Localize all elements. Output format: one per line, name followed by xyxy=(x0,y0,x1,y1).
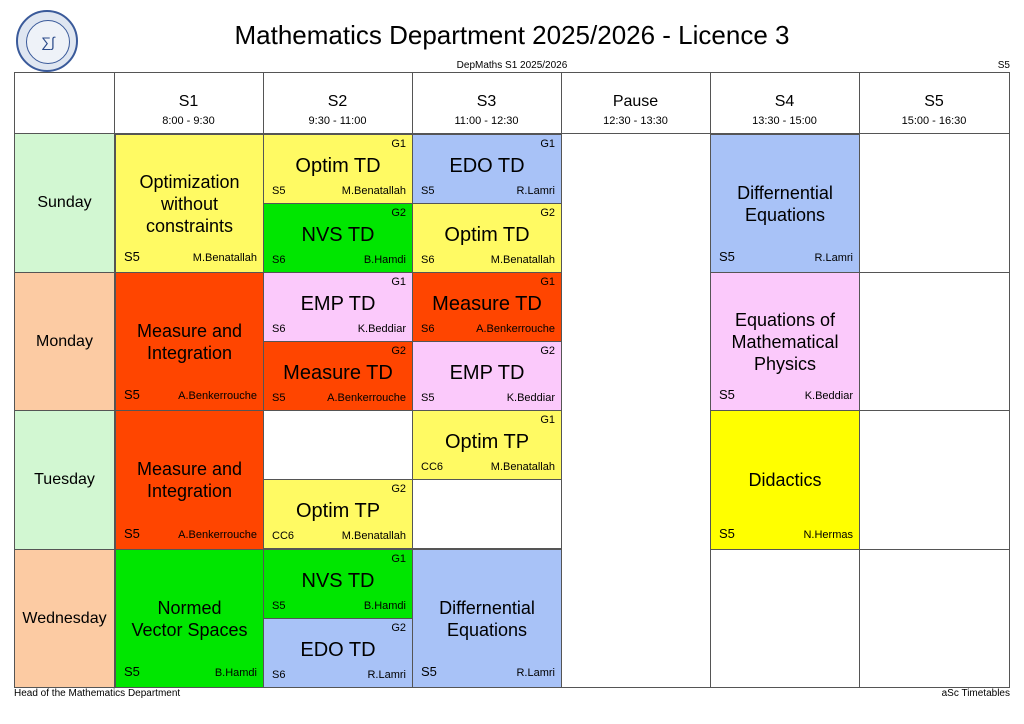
day-label-sunday: Sunday xyxy=(15,134,115,272)
room-label: S6 xyxy=(421,254,435,266)
teacher-label: M.Benatallah xyxy=(192,252,257,264)
footer-signature-label: Head of the Mathematics Department xyxy=(14,688,181,699)
group-label: G1 xyxy=(540,414,555,426)
session-card[interactable] xyxy=(412,272,562,342)
session-card[interactable] xyxy=(412,134,562,204)
teacher-label: B.Hamdi xyxy=(363,600,406,612)
subject-label: Didactics xyxy=(748,470,822,490)
teacher-label: M.Benatallah xyxy=(341,530,406,542)
teacher-label: M.Benatallah xyxy=(490,461,555,473)
teacher-label: M.Benatallah xyxy=(490,254,555,266)
session-card[interactable] xyxy=(263,272,413,342)
group-label: G1 xyxy=(540,138,555,150)
session-card[interactable] xyxy=(412,410,562,480)
teacher-label: A.Benkerrouche xyxy=(327,392,406,404)
room-label: S5 xyxy=(124,664,140,679)
room-label: S5 xyxy=(272,392,286,404)
group-label: G1 xyxy=(391,276,406,288)
room-label: S5 xyxy=(421,392,435,404)
group-label: G1 xyxy=(540,276,555,288)
session-card[interactable] xyxy=(115,272,264,411)
room-label: S5 xyxy=(719,526,735,541)
group-label: G2 xyxy=(391,483,406,495)
session-card[interactable] xyxy=(412,203,562,273)
room-label: S6 xyxy=(272,669,286,681)
room-label: S6 xyxy=(421,323,435,335)
room-label: S5 xyxy=(124,249,140,264)
session-card[interactable] xyxy=(115,410,264,550)
subject-label: EDO TD xyxy=(300,639,376,661)
session-card[interactable] xyxy=(263,341,413,411)
subject-label: Differnential Equations xyxy=(439,598,535,640)
column-header-s3: S3 11:00 - 12:30 xyxy=(454,93,519,127)
teacher-label: B.Hamdi xyxy=(214,667,257,679)
room-label: S6 xyxy=(272,254,286,266)
session-card[interactable] xyxy=(115,134,264,273)
subject-label: Optim TP xyxy=(444,431,530,453)
subject-label: Optim TP xyxy=(295,500,381,522)
session-card[interactable] xyxy=(263,479,413,549)
room-label: CC6 xyxy=(421,461,444,473)
footer-credit: aSc Timetables xyxy=(941,688,1010,699)
room-label: S6 xyxy=(272,323,286,335)
subject-label: Optimization without constraints xyxy=(139,172,240,236)
subject-label: NVS TD xyxy=(301,224,375,246)
page-title: Mathematics Department 2025/2026 - Licence 3 xyxy=(234,20,790,50)
room-label: S5 xyxy=(272,600,286,612)
group-label: G2 xyxy=(391,345,406,357)
timetable-subtitle: DepMaths S1 2025/2026 xyxy=(456,60,568,71)
session-card[interactable] xyxy=(710,134,860,273)
session-card[interactable] xyxy=(263,134,413,204)
group-label: G2 xyxy=(540,207,555,219)
subject-label: EMP TD xyxy=(449,362,525,384)
teacher-label: A.Benkerrouche xyxy=(476,323,555,335)
room-label: S5 xyxy=(719,249,735,264)
subject-label: NVS TD xyxy=(301,570,375,592)
room-label: S5 xyxy=(124,387,140,402)
teacher-label: B.Hamdi xyxy=(363,254,406,266)
subject-label: EDO TD xyxy=(449,155,525,177)
teacher-label: A.Benkerrouche xyxy=(178,390,257,402)
teacher-label: M.Benatallah xyxy=(341,185,406,197)
column-header-s1: S1 8:00 - 9:30 xyxy=(162,93,215,127)
group-label: G2 xyxy=(540,345,555,357)
group-label: G2 xyxy=(391,207,406,219)
class-code: S5 xyxy=(997,60,1010,71)
subject-label: Measure and Integration xyxy=(136,459,243,501)
day-label-tuesday: Tuesday xyxy=(15,411,115,549)
session-card[interactable] xyxy=(710,410,860,550)
session-card[interactable] xyxy=(412,341,562,411)
room-label: S5 xyxy=(124,526,140,541)
teacher-label: K.Beddiar xyxy=(357,323,406,335)
teacher-label: A.Benkerrouche xyxy=(178,529,257,541)
subject-label: EMP TD xyxy=(300,293,376,315)
subject-label: Measure and Integration xyxy=(136,321,243,363)
subject-label: Normed Vector Spaces xyxy=(131,598,248,640)
teacher-label: K.Beddiar xyxy=(804,390,853,402)
teacher-label: R.Lamri xyxy=(516,185,555,197)
teacher-label: K.Beddiar xyxy=(506,392,555,404)
group-label: G1 xyxy=(391,553,406,565)
department-logo: ∑∫ xyxy=(16,10,78,72)
session-card[interactable] xyxy=(263,203,413,273)
column-header-pause: Pause 12:30 - 13:30 xyxy=(603,93,668,127)
column-header-s5: S5 15:00 - 16:30 xyxy=(901,93,967,127)
subject-label: Optim TD xyxy=(295,155,381,177)
room-label: S5 xyxy=(421,185,435,197)
day-label-monday: Monday xyxy=(15,273,115,410)
session-card[interactable] xyxy=(710,272,860,411)
session-card[interactable] xyxy=(263,618,413,688)
subject-label: Optim TD xyxy=(444,224,530,246)
subject-label: Equations of Mathematical Physics xyxy=(731,310,839,374)
column-header-s4: S4 13:30 - 15:00 xyxy=(752,93,817,127)
teacher-label: R.Lamri xyxy=(367,669,406,681)
day-label-wednesday: Wednesday xyxy=(15,550,115,687)
teacher-label: R.Lamri xyxy=(814,252,853,264)
room-label: S5 xyxy=(272,185,286,197)
session-card[interactable] xyxy=(115,549,264,688)
room-label: CC6 xyxy=(272,530,295,542)
session-card[interactable] xyxy=(412,549,562,688)
group-label: G2 xyxy=(391,622,406,634)
session-card[interactable] xyxy=(263,549,413,619)
teacher-label: R.Lamri xyxy=(516,667,555,679)
teacher-label: N.Hermas xyxy=(803,529,853,541)
room-label: S5 xyxy=(421,664,437,679)
group-label: G1 xyxy=(391,138,406,150)
subject-label: Differnential Equations xyxy=(737,183,833,225)
subject-label: Measure TD xyxy=(283,362,393,384)
column-header-s2: S2 9:30 - 11:00 xyxy=(308,93,367,127)
subject-label: Measure TD xyxy=(432,293,542,315)
room-label: S5 xyxy=(719,387,735,402)
